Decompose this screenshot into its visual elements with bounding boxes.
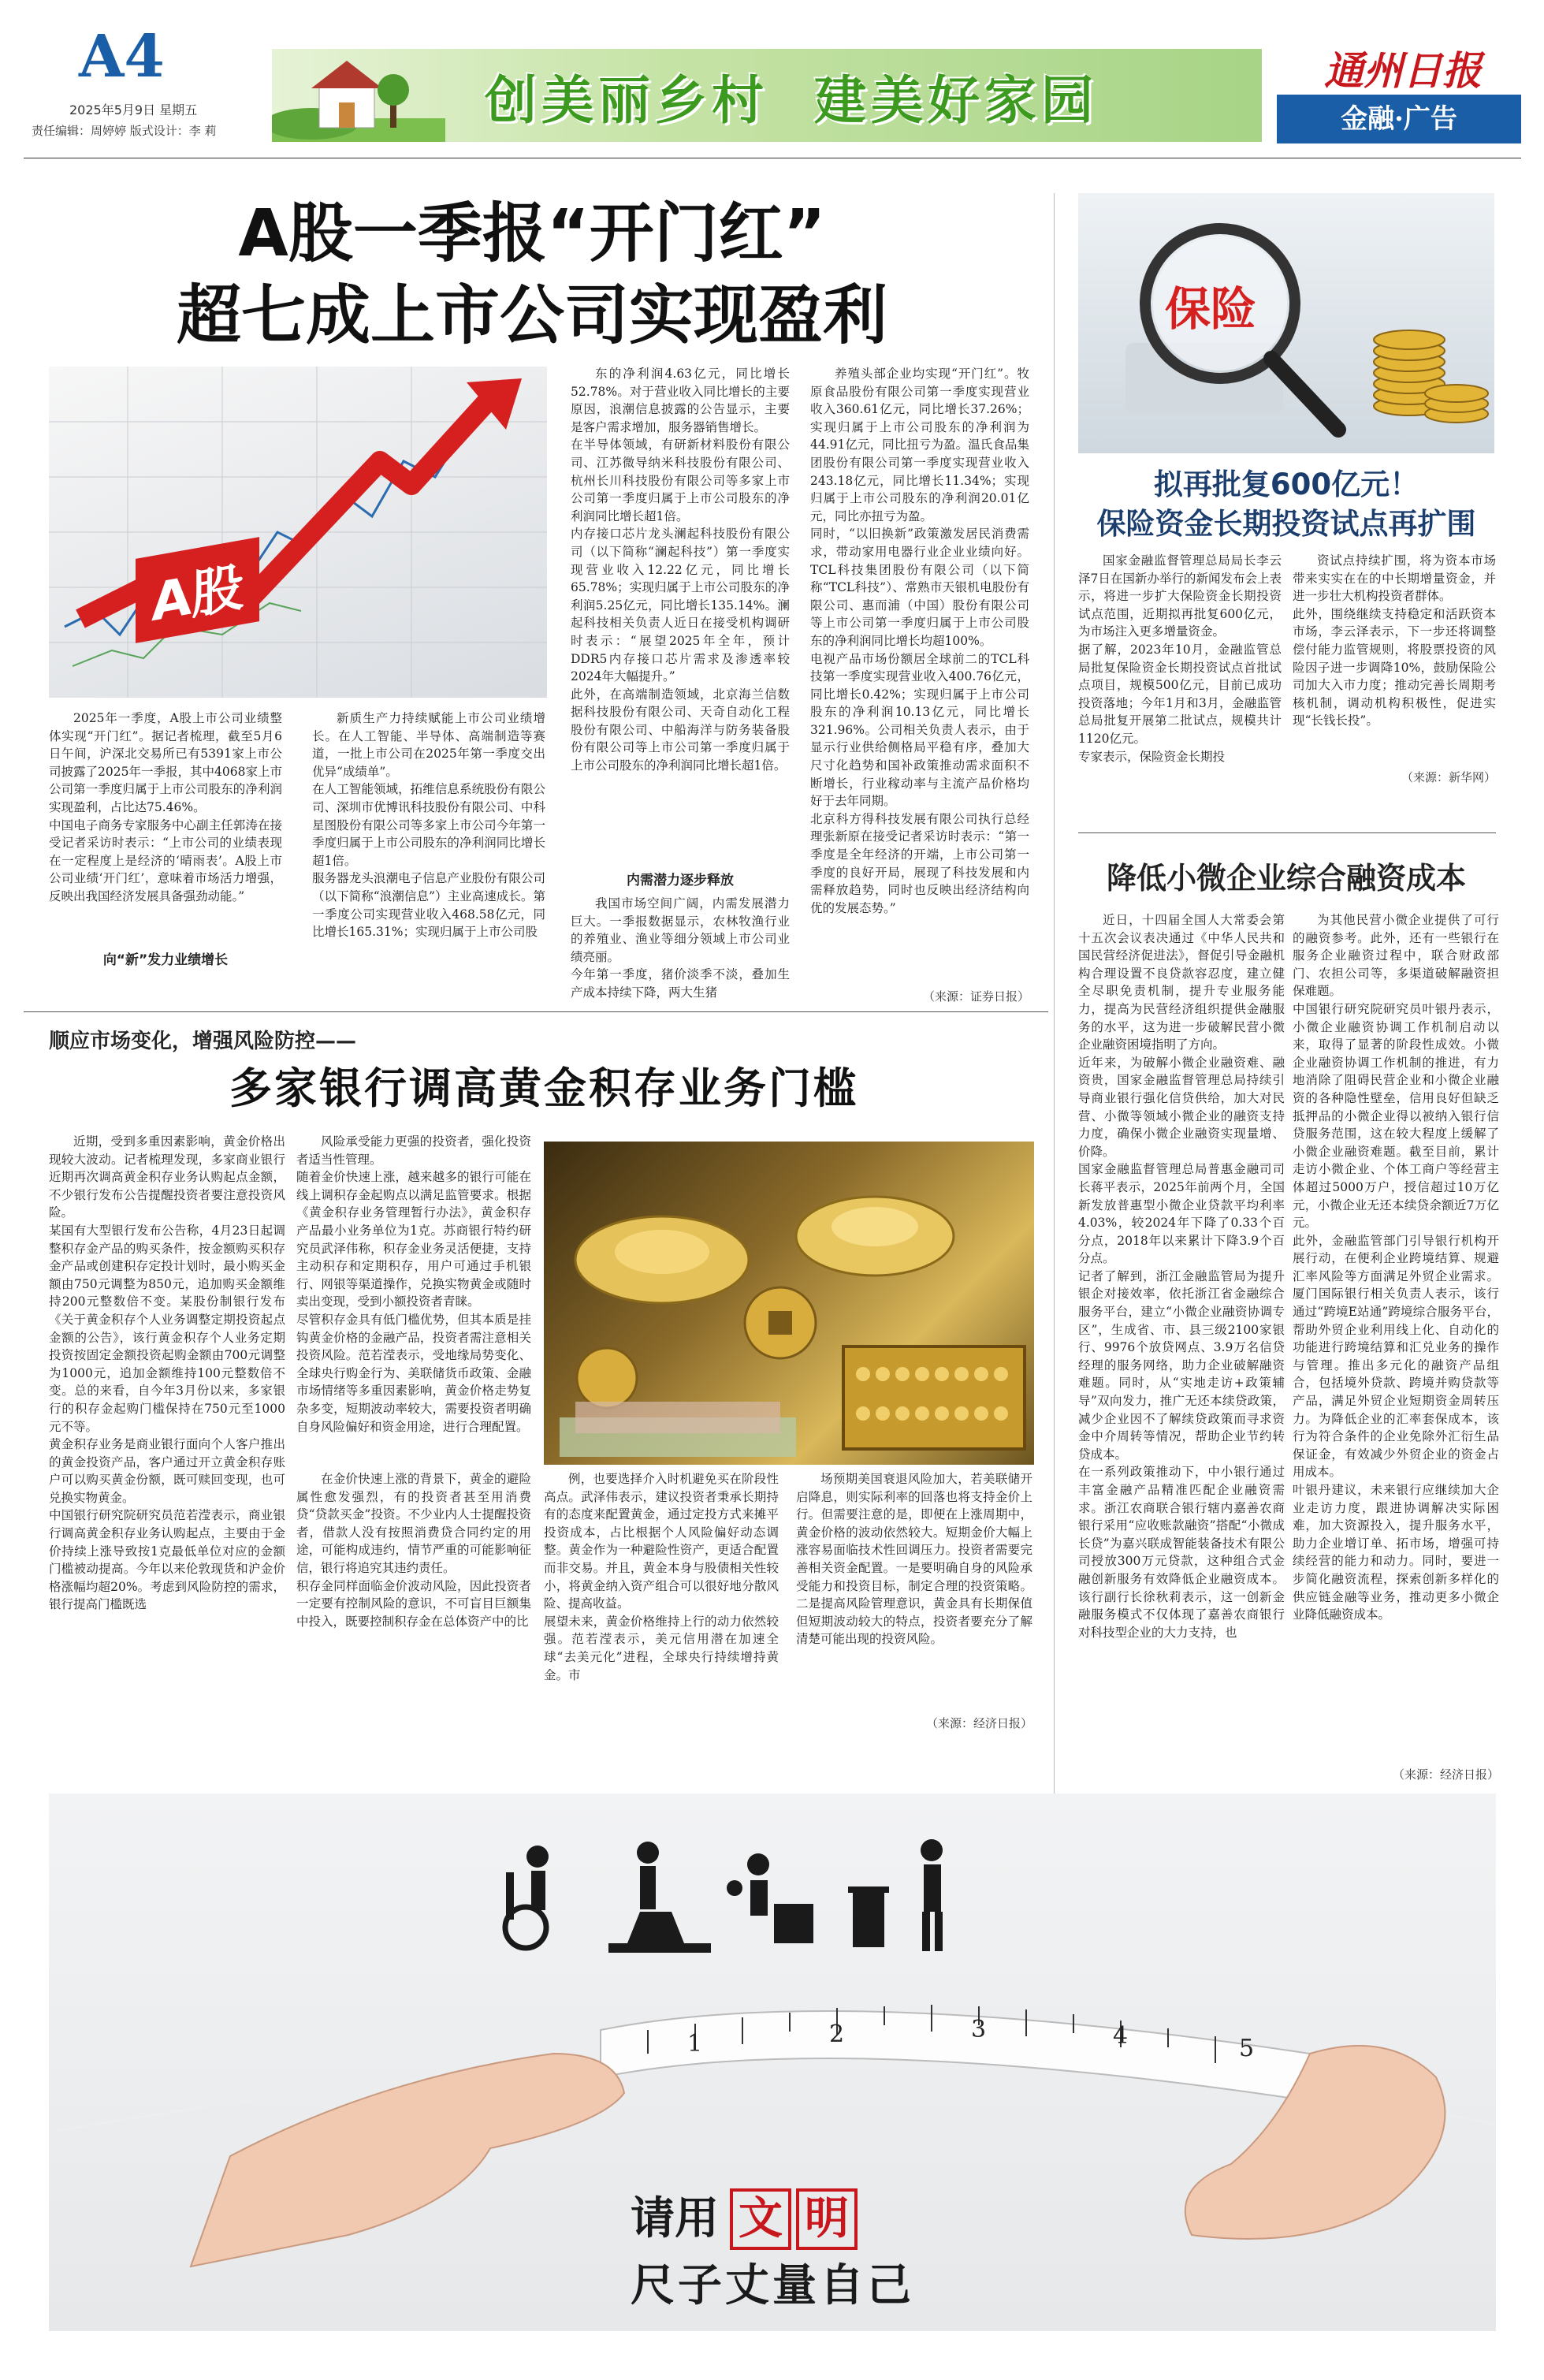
- article1-col1: 2025年一季度，A股上市公司业绩整体实现“开门红”。据记者梳理，截至5月6日午间，沪深北交易所已有5391家上市公司披露了2025年一季报，其中4068家上市公司第一季度归属于上市公司股东的净利润实现盈利，占比达75.46%。 中国电子商务专家服务中心副主任郭涛在接受记者采访时表示：“上市公司的业绩表现在一定程度上是经济的‘晴雨表’。A股上市公司业绩‘开门红’，意味着市场活力增强，反映出我国经济发展具备强劲动能。”: [49, 711, 282, 903]
- article1-title: [32, 193, 1032, 357]
- banner-slogan: 创美丽乡村 建美好家园: [485, 70, 1098, 131]
- article1-source: （来源：证券日报）: [922, 989, 1029, 1004]
- article2-source: （来源：新华网）: [1401, 770, 1496, 784]
- paper-logo: 通州日报: [1324, 47, 1482, 94]
- insurance-image: [1078, 193, 1494, 453]
- tape-mark-3: 3: [971, 2016, 987, 2043]
- article3-col2: 为其他民营小微企业提供了可行的融资参考。此外，还有一些银行在服务企业融资过程中，联合财政部门、农担公司等，多渠道破解融资担保难题。 中国银行研究院研究员叶银丹表示，小微企业融资协调工作机制启动以来，取得了显著的阶段性成效。小微企业融资协调工作机制的推进，有力地消除了阻碍民营企业和小微企业融资的各种隐性壁垒，信用良好但缺乏抵押品的小微企业得以被纳入银行信贷服务范围，这在较大程度上缓解了小微企业融资难题。截至目前，累计走访小微企业、个体工商户等经营主体超过5000万户，授信超过10万亿元，小微企业无还本续贷余额近7万亿元。 此外，金融监管部门引导银行机构开展行动，在便利企业跨境结算、规避汇率风险等方面满足外贸企业需求。厦门国际银行相关负责人表示，该行通过“跨境E站通”跨境综合服务平台，帮助外贸企业利用线上化、自动化的功能进行跨境结算和汇兑业务的操作与管理。推出多元化的融资产品组合，包括境外贷款、跨境并购贷款等产品，满足外贸企业短期资金周转压力。为降低企业的汇率套保成本，该行为符合条件的企业免除外汇衍生品保证金，有效减少外贸企业的资金占用成本。 叶银丹建议，未来银行应继续加大企业走访力度，跟进协调解决实际困难，加大资源投入，提升服务水平，助力企业增订单、拓市场，增强可持续经营的能力和动力。同时，要进一步简化融资流程，探索创新多样化的供应链金融等业务，推动更多小微企业降低融资成本。: [1293, 913, 1499, 1622]
- stock-chart-label: A股: [136, 537, 259, 643]
- article1-col2: 新质生产力持续赋能上市公司业绩增长。在人工智能、半导体、高端制造等赛道，一批上市公司在2025年第一季度交出优异“成绩单”。 在人工智能领域，拓维信息系统股份有限公司、深圳市优博讯科技股份有限公司、中科星图股份有限公司等多家上市公司今年第一季度归属于上市公司股东的净利润同比增长超1倍。 服务器龙头浪潮电子信息产业股份有限公司（以下简称“浪潮信息”）主业高速成长。第一季度公司实现营业收入468.58亿元，同比增长165.31%；实现归属于上市公司股: [312, 711, 545, 940]
- ad-slogan: [631, 2188, 1040, 2322]
- article2-title: [1072, 465, 1501, 544]
- article3-col1: 近日，十四届全国人大常委会第十五次会议表决通过《中华人民共和国民营经济促进法》，督促引导金融机构合理设置不良贷款容忍度，建立健全尽职免责机制，提升专业服务能力，提高为民营经济组织提供金融服务的水平，这为进一步破解民营小微企业融资困境指明了方向。 近年来，为破解小微企业融资难、融资贵，国家金融监督管理总局持续引导商业银行强化信贷供给，加大对民营、小微等领域小微企业的融资支持力度，确保小微企业融资实现量增、价降。 国家金融监督管理总局普惠金融司司长蒋平表示，2025年前两个月，全国新发放普惠型小微企业贷款平均利率4.03%，较2024年下降了0.33个百分点，2018年以来累计下降3.9个百分点。 记者了解到，浙江金融监管局为提升银企对接效率，依托浙江省金融综合服务平台，建立“小微企业融资协调专区”，生成省、市、县三级2100家银行、9976个放贷网点、3.9万名信贷经理的服务网络，助力企业破解融资难题。同时，从“实地走访+政策辅导”双向发力，推广无还本续贷政策，减少企业因不了解续贷政策而寻求资金中介周转等情况，帮助企业节约转贷成本。 在一系列政策推动下，中小银行通过丰富金融产品精准匹配企业融资需求。浙江农商联合银行辖内嘉善农商银行采用“应收账款融资”搭配“小微成长贷”为嘉兴联成智能装备技术有限公司授放300万元贷款，这种组合式金融创新服务有效降低企业融资成本。该行副行长徐秋莉表示，这一创新金融服务模式不仅体现了嘉善农商银行对科技型企业的大力支持，也: [1078, 913, 1285, 1640]
- article1-col4: 养殖头部企业均实现“开门红”。牧原食品股份有限公司第一季度实现营业收入360.61亿元，同比增长37.26%；实现归属于上市公司股东的净利润为44.91亿元，同比扭亏为盈。温氏食品集团股份有限公司第一季度实现营业收入243.18亿元，同比增长11.34%；实现归属于上市公司股东的净利润20.01亿元，同比亦扭亏为盈。 同时，“以旧换新”政策激发居民消费需求，带动家用电器行业企业业绩向好。TCL科技集团股份有限公司（以下简称“TCL科技”）、常熟市天银机电股份有限公司、惠而浦（中国）股份有限公司等上市公司第一季度归属于上市公司股东的净利润同比增长均超100%。 电视产品市场份额居全球前二的TCL科技第一季度实现营业收入400.76亿元，同比增长0.42%；实现归属于上市公司股东的净利润10.13亿元，同比增长321.96%。公司相关负责人表示，由于显示行业供给侧格局平稳有序，叠加大尺寸化趋势和国补政策推动需求面积不断增长，行业稼动率与主流产品价格均好于去年同期。 北京科方得科技发展有限公司执行总经理张新原在接受记者采访时表示：“第一季度是全年经济的开端，上市公司第一季度的良好开局，展现了科技发展和内需释放趋势，同时也反映出经济结构向优的发展态势。”: [810, 367, 1029, 915]
- article1-title-line2: 超七成上市公司实现盈利: [176, 278, 887, 353]
- article4-col4: 场预期美国衰退风险加大，若美联储开启降息，则实际利率的回落也将支持金价上行。但需要注意的是，即便在上涨周期中，黄金价格的波动依然较大。短期金价大幅上涨容易面临技术性回调压力。投资者需要完善相关资金配置。一是要明确自身的风险承受能力和投资目标，制定合理的投资策略。二是提高风险管理意识，黄金具有长期保值但短期波动较大的特点，投资者要充分了解清楚可能出现的投资风险。: [796, 1472, 1032, 1647]
- gold-image: [544, 1142, 1034, 1465]
- article2-col1: 国家金融监督管理总局局长李云泽7日在国新办举行的新闻发布会上表示，将进一步扩大保险资金长期投资试点范围，近期拟再批复600亿元，为市场注入更多增量资金。 据了解，2023年10月，金融监管总局批复保险资金长期投资试点首批试点项目，规模500亿元，目前已成功投资落地；今年1月和3月，金融监管总局批复开展第二批试点，规模共计1120亿元。 专家表示，保险资金长期投: [1078, 553, 1282, 764]
- article1-subhead1: 向“新”发力业绩增长: [102, 952, 229, 968]
- stock-chart-image: [49, 367, 547, 698]
- article4-source: （来源：经济日报）: [925, 1716, 1032, 1730]
- article1-title-line1: A股一季报“开门红”: [238, 196, 826, 271]
- article4-col2: 风险承受能力更强的投资者，强化投资者适当性管理。 随着金价快速上涨，越来越多的银行可能在线上调积存金起购点以满足监管要求。根据《黄金积存业务管理暂行办法》，黄金积存产品最小业务单位为1克。苏商银行特约研究员武泽伟称，积存金业务灵活便捷，支持主动积存和定期积存，用户可通过手机银行、网银等渠道操作，兑换实物黄金或随时卖出变现，受到小额投资者青睐。 尽管积存金具有低门槛优势，但其本质是挂钩黄金价格的金融产品，投资者需注意相关投资风险。范若滢表示，受地缘局势变化、全球央行购金行为、美联储货币政策、金融市场情绪等多重因素影响，黄金价格走势复杂多变，短期波动率较大，需要投资者明确自身风险偏好和资金用途，进行合理配置。: [296, 1134, 531, 1434]
- tape-mark-1: 1: [687, 2030, 703, 2058]
- civility-ad: [49, 1793, 1496, 2331]
- tape-mark-5: 5: [1239, 2035, 1255, 2062]
- section-tag: 金融·广告: [1277, 95, 1521, 143]
- house-illustration: [272, 49, 445, 142]
- page-number: A4: [79, 23, 165, 91]
- article4-col2b: 在金价快速上涨的背景下，黄金的避险属性愈发强烈，有的投资者甚至用消费贷“贷款买金”投资。不少业内人士提醒投资者，借款人没有按照消费贷合同约定的用途，可能构成违约，情节严重的可能影响征信，银行将追究其违约责任。 积存金同样面临金价波动风险，因此投资者一定要有控制风险的意识，不可盲目巨额集中投入，既要控制积存金在总体资产中的比: [296, 1472, 531, 1629]
- article1-col3b: 我国市场空间广阔，内需发展潜力巨大。一季报数据显示，农林牧渔行业的养殖业、渔业等细分领域上市公司业绩亮丽。 今年第一季度，猪价淡季不淡，叠加生产成本持续下降，两大生猪: [571, 896, 790, 1000]
- ad-slogan-pre: 请用: [631, 2193, 719, 2244]
- ad-slogan-char1: 文: [730, 2188, 791, 2250]
- article2-title-line2: 保险资金长期投资试点再扩围: [1096, 507, 1476, 541]
- tape-numbers: [687, 2016, 1255, 2062]
- tape-mark-2: 2: [829, 2021, 845, 2048]
- article3-source: （来源：经济日报）: [1392, 1767, 1499, 1782]
- article1-subhead2: 内需潜力逐步释放: [627, 873, 734, 888]
- article4-col1: 近期，受到多重因素影响，黄金价格出现较大波动。记者梳理发现，多家商业银行近期再次调高黄金积存业务认购起点金额，不少银行发布公告提醒投资者要注意投资风险。 某国有大型银行发布公告称，4月23日起调整积存金产品的购买条件，按金额购买积存金产品或创建积存定投计划时，最小购买金额由750元调整为850元，追加购买金额维持200元整数倍不变。某股份制银行发布《关于黄金积存个人业务调整定期投资起点金额的公告》，该行黄金积存个人业务定期投资按固定金额投资起购金额由700元调整为1000元，追加金额维持100元整数倍不变。总的来看，自今年3月份以来，多家银行的积存金起购门槛保持在750元至1000元不等。 黄金积存业务是商业银行面向个人客户推出的黄金投资产品，客户通过开立黄金积存账户可以购买黄金份额，既可赎回变现，也可兑换实物黄金。 中国银行研究院研究员范若滢表示，商业银行调高黄金积存业务认购起点，主要由于金价持续上涨导致按1克最低单位对应的金额门槛被动提高。今年以来伦敦现货和沪金价格涨幅均超20%。考虑到风险防控的需求，银行提高门槛既选: [49, 1134, 285, 1612]
- tape-mark-4: 4: [1113, 2022, 1129, 2050]
- editor-credit: 责任编辑：周婷婷 版式设计：李 莉: [32, 124, 217, 138]
- article2-title-line1: 拟再批复600亿元！: [1153, 467, 1419, 501]
- article4-title: 多家银行调高黄金积存业务门槛: [229, 1063, 858, 1113]
- article4-kicker: 顺应市场变化，增强风险防控——: [49, 1030, 357, 1053]
- article3-title: 降低小微企业综合融资成本: [1106, 861, 1466, 896]
- banner: [272, 49, 1262, 142]
- article2-col2: 资试点持续扩围，将为资本市场带来实实在在的中长期增量资金，并进一步壮大机构投资者群体。 此外，围绕继续支持稳定和活跃资本市场，李云泽表示，下一步还将调整偿付能力监管规则，将股票投资的风险因子进一步调降10%，鼓励保险公司加大入市力度；推动完善长周期考核机制，调动机构积极性，促进实现“长钱长投”。: [1293, 553, 1496, 728]
- article4-col3: 例，也要选择介入时机避免买在阶段性高点。武泽伟表示，建议投资者秉承长期持有的态度来配置黄金，通过定投方式来摊平投资成本，占比根据个人风险偏好动态调整。黄金作为一种避险性资产，更适合配置而非交易。并且，黄金本身与股债相关性较小，将黄金纳入资产组合可以很好地分散风险、提高收益。 展望未来，黄金价格维持上行的动力依然较强。范若滢表示，美元信用潜在加速全球“去美元化”进程，全球央行持续增持黄金。市: [544, 1472, 779, 1682]
- article1-col3: 东的净利润4.63亿元，同比增长52.78%。对于营业收入同比增长的主要原因，浪潮信息披露的公告显示，主要是客户需求增加，服务器销售增长。 在半导体领域，有研新材料股份有限公司、江苏微导纳米科技股份有限公司、杭州长川科技股份有限公司等多家上市公司第一季度归属于上市公司股东的净利润同比增长超1倍。 内存接口芯片龙头澜起科技股份有限公司（以下简称“澜起科技”）第一季度实现营业收入12.22亿元，同比增长65.78%；实现归属于上市公司股东的净利润5.25亿元，同比增长135.14%。澜起科技相关负责人近日在接受机构调研时表示：“展望2025年全年，预计DDR5内存接口芯片需求及渗透率较2024年大幅提升。” 此外，在高端制造领域，北京海兰信数据科技股份有限公司、天奇自动化工程股份有限公司、中船海洋与防务装备股份有限公司等上市公司第一季度归属于上市公司股东的净利润同比增长超1倍。: [571, 367, 790, 773]
- issue-date: 2025年5月9日 星期五: [69, 102, 198, 117]
- ad-slogan-line2: 尺子丈量自己: [631, 2260, 914, 2311]
- ad-slogan-char2: 明: [796, 2188, 858, 2250]
- insurance-image-label: 保险: [1165, 282, 1257, 336]
